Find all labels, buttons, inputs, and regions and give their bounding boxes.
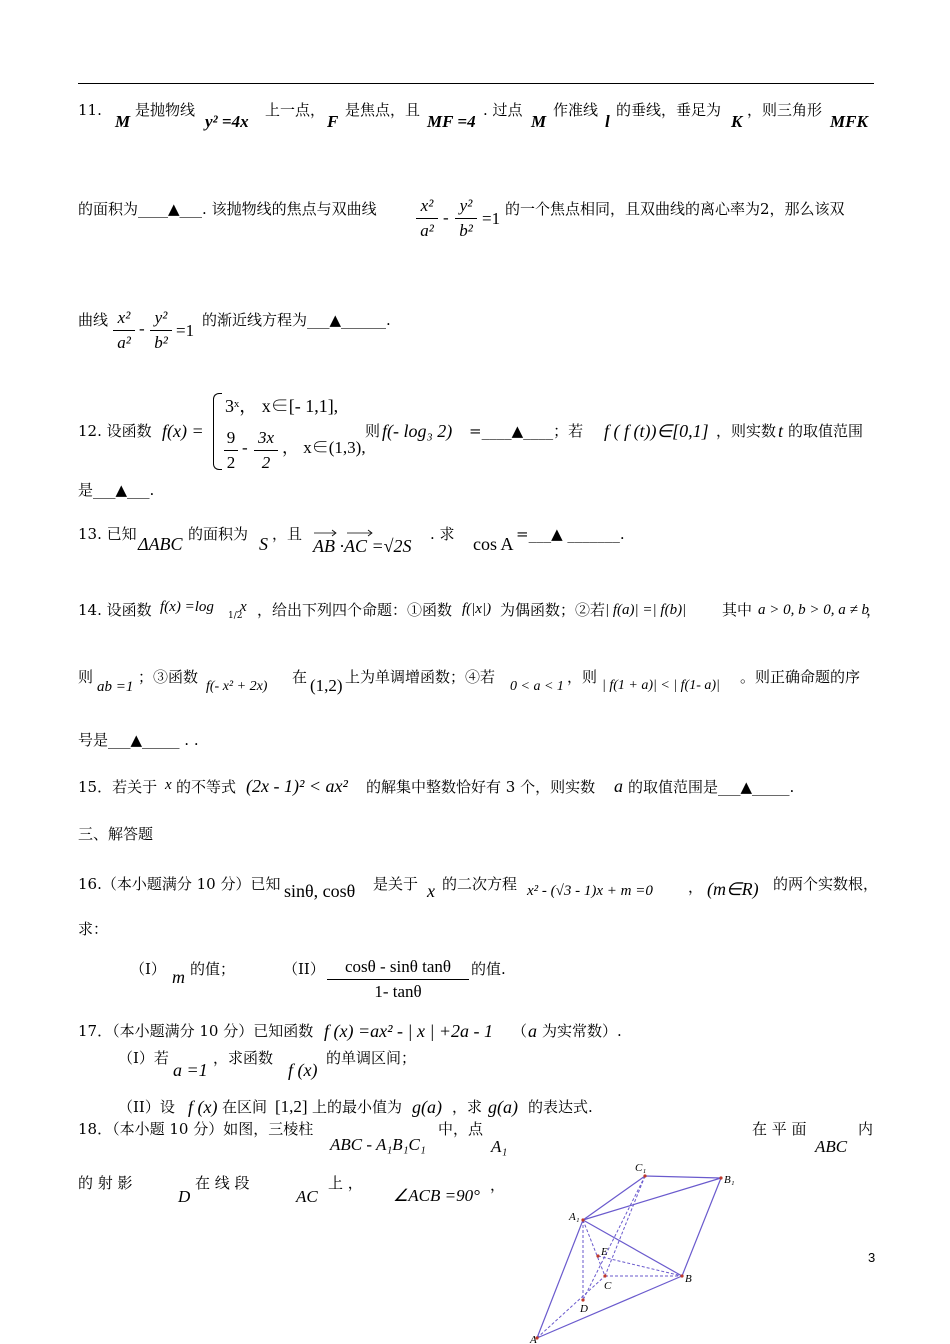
q17-text1: 17．（本小题满分 10 分）已知函数 [78, 1022, 314, 1040]
q11-F: F [327, 112, 339, 131]
q16-part1-tail: 的值； [190, 960, 236, 978]
q13-text1: 的面积为 [188, 525, 249, 543]
q16-x: x [427, 881, 435, 901]
q13-number: 13. 已知 [78, 525, 137, 543]
q17-part2b: 在区间 [222, 1098, 268, 1116]
q11-frac-y2: y² b² [150, 308, 172, 353]
q11-line2b: 的一个焦点相同，且双曲线的离心率为2，那么该双 [505, 200, 845, 218]
q13-triangle: ΔABC [138, 534, 183, 554]
q16-line2: 求： [78, 920, 109, 938]
q18-text3: 在 平 面 [752, 1120, 807, 1138]
q12-case2-tail: ， x∈(1,3), [282, 438, 366, 457]
label-A1: A₁ [569, 1211, 580, 1223]
q12-case2-minus: - [242, 438, 248, 457]
header-rule [78, 83, 874, 84]
edge-C1C [605, 1176, 645, 1276]
q11-M2: M [531, 112, 547, 131]
q11-text2: 上一点， [265, 101, 326, 119]
q14-text1: ，给出下列四个命题：①函数 [257, 601, 453, 619]
q13-text2: ，且 [272, 525, 303, 543]
q11-line3b: 的渐近线方程为___▲______. [202, 311, 391, 329]
edge-A1B1 [583, 1178, 721, 1220]
edge-A1C1 [583, 1176, 645, 1220]
q11-K: K [731, 112, 743, 131]
q12-number: 12. 设函数 [78, 422, 152, 440]
page-number: 3 [868, 1250, 876, 1265]
q14-fx: f(x) =log [160, 599, 214, 615]
q17-part2: （II）设 [118, 1098, 175, 1116]
q17-part2d: ，求 [452, 1098, 483, 1116]
label-B1: B₁ [724, 1174, 735, 1186]
label-A: A [530, 1334, 537, 1344]
q11-eq2: =1 [176, 321, 195, 340]
q16-mR: (m∈R) [707, 879, 759, 899]
q11-M: M [115, 112, 131, 131]
q14-text2: 为偶函数；②若 [500, 601, 606, 619]
q12-case1: 3ˣ， x∈[- 1,1], [225, 396, 339, 416]
q13-text3: . 求 [430, 525, 455, 543]
q14-abs-eq: | f(a)| =| f(b)| [605, 602, 687, 618]
q11-MF: MF =4 [427, 112, 476, 131]
q16-sincos: sinθ, cosθ [284, 881, 356, 901]
q17-text2: （ [512, 1022, 528, 1040]
q15-text2: 的不等式 [176, 778, 237, 796]
q17-ga: g(a) [412, 1097, 442, 1117]
q12-brace [213, 393, 222, 470]
q17-part1b: ，求函数 [213, 1049, 274, 1067]
q14-number: 14. 设函数 [78, 601, 152, 619]
q13-S: S [259, 534, 268, 554]
q14-fquad: f(- x² + 2x) [206, 679, 268, 694]
q16-text3: 的二次方程 [442, 875, 518, 893]
q12-frac-3x-2: 3x 2 [254, 428, 278, 473]
q11-text5: 作准线 [553, 101, 599, 119]
q17-a1: a =1 [173, 1060, 208, 1080]
q16-m: m [172, 967, 185, 987]
q11-text1: 是抛物线 [135, 101, 196, 119]
q12-frac-9-2: 9 2 [224, 428, 238, 473]
q17-function: f (x) =ax² - | x | +2a - 1 [324, 1021, 494, 1041]
q18-text1: 18．（本小题 10 分）如图，三棱柱 [78, 1120, 314, 1138]
label-D: D [580, 1303, 588, 1315]
q11-minus2: - [139, 319, 145, 338]
q16-text2: 是关于 [373, 875, 419, 893]
q12-line2: 是___▲___. [78, 481, 155, 499]
q11-line3a: 曲线 [78, 311, 109, 329]
edge-B1B [682, 1178, 721, 1276]
label-C1: C₁ [635, 1162, 647, 1174]
q18-text4: 内 [858, 1120, 874, 1138]
q11-l: l [605, 112, 610, 131]
q18-ABC: ABC [815, 1137, 848, 1156]
edge-EB [598, 1256, 682, 1276]
label-B: B [685, 1273, 692, 1285]
q16-fraction: cosθ - sinθ tanθ 1- tanθ [327, 957, 469, 1002]
q17-part2e: 的表达式. [528, 1098, 593, 1116]
q18-prism-figure [525, 1158, 750, 1344]
q15-text4: 的取值范围是___▲_____. [628, 778, 795, 796]
q17-fx2: f (x) [288, 1060, 318, 1080]
q14-line2e: ，则 [567, 668, 598, 686]
q11-text7: ，则三角形 [747, 101, 823, 119]
q13-cos: cos A [473, 534, 514, 554]
q12-cond: f ( f (t))∈[0,1] [604, 421, 709, 441]
q18-line2a: 的 射 影 [78, 1174, 133, 1192]
q15-text3: 的解集中整数恰好有 3 个，则实数 [366, 778, 596, 796]
q11-text3: 是焦点，且 [345, 101, 421, 119]
q18-prism: ABC - A₁B₁C₁ [330, 1135, 426, 1154]
q11-number: 11. [78, 101, 102, 119]
q14-x: x [240, 599, 247, 615]
edge-C1B1 [645, 1176, 721, 1178]
edge-A1A [537, 1220, 583, 1338]
q11-frac-x: x² a² [416, 196, 438, 241]
q17-a: a [528, 1021, 537, 1041]
q12-then: 则 [365, 422, 381, 440]
q17-text3: 为实常数）. [542, 1022, 622, 1040]
q14-interval: (1,2) [310, 676, 343, 695]
q14-ineq: | f(1 + a)| < | f(1- a)| [602, 678, 720, 693]
edge-A1B [583, 1220, 682, 1276]
q14-text3: 其中 [722, 601, 753, 619]
q14-log-base: 1/2 [228, 611, 243, 621]
label-E: E [601, 1246, 608, 1258]
q16-text1: 16.（本小题满分 10 分）已知 [78, 875, 281, 893]
q18-line2b: 在 线 段 [195, 1174, 250, 1192]
q17-fx3: f (x) [188, 1097, 218, 1117]
q18-line2c: 上 ， [328, 1174, 363, 1192]
q14-text4: ， [866, 601, 882, 619]
q16-equation: x² - (√3 - 1)x + m =0 [527, 883, 653, 899]
edge-AC [537, 1276, 605, 1338]
q17-part1: （I）若 [118, 1049, 169, 1067]
q13-blank: =___▲ _______. [516, 525, 625, 543]
q12-tail: ，则实数 [716, 422, 777, 440]
q14-line2b: ；③函数 [138, 668, 199, 686]
q14-line2a: 则 [78, 668, 94, 686]
q14-line2d: 上为单调增函数；④若 [345, 668, 496, 686]
label-C: C [604, 1280, 612, 1292]
q18-line2d: ， [490, 1176, 506, 1194]
q15-a: a [614, 776, 623, 796]
q14-f-abs: f(|x|) [462, 601, 492, 617]
q17-ga2: g(a) [488, 1097, 518, 1117]
q14-ab: ab =1 [97, 679, 134, 695]
q15-text1: 15．若关于 [78, 778, 158, 796]
q16-text4: 的两个实数根， [773, 875, 879, 893]
q18-angle: ∠ACB =90° [393, 1186, 480, 1205]
q14-cond: a > 0, b > 0, a ≠ b [758, 602, 869, 618]
q11-MFK: MFK [830, 112, 868, 131]
q16-part2: （II） [283, 960, 325, 978]
q15-inequality: (2x - 1)² < ax² [246, 776, 348, 796]
q14-line3: 号是___▲_____ . . [78, 731, 199, 749]
q15-x: x [165, 777, 172, 793]
q18-AC: AC [296, 1187, 318, 1206]
q13-vector-eq: AB ·AC =√2S [313, 536, 412, 556]
q18-text2: 中，点 [438, 1120, 484, 1138]
q16-part1: （I） [130, 960, 166, 978]
q13-vector-arrows [313, 527, 373, 537]
q11-text6: 的垂线，垂足为 [616, 101, 722, 119]
q14-line2c: 在 [292, 668, 308, 686]
q14-line2f: 。则正确命题的序 [740, 668, 861, 686]
q11-parabola: y² =4x [205, 112, 249, 131]
q12-blank: =____▲____；若 [469, 422, 584, 440]
q12-expr: f(- log₃ 2) [382, 421, 453, 441]
q11-minus: - [443, 208, 449, 227]
q12-tail2: 的取值范围 [788, 422, 864, 440]
q11-frac-y: y² b² [455, 196, 477, 241]
q17-part1c: 的单调区间； [326, 1049, 417, 1067]
q16-comma: ， [688, 878, 704, 896]
section-heading: 三、解答题 [78, 825, 154, 843]
q12-fx: f(x) = [162, 421, 204, 441]
q17-interval: [1,2] [275, 1097, 308, 1116]
q14-range: 0 < a < 1 [510, 679, 564, 694]
q18-D: D [178, 1187, 191, 1206]
q17-part2c: 上的最小值为 [312, 1098, 403, 1116]
q12-t: t [778, 421, 784, 441]
q16-part2-tail: 的值. [471, 960, 506, 978]
q11-frac-x2: x² a² [113, 308, 135, 353]
q11-eq1: =1 [482, 209, 501, 228]
q18-A1: A₁ [491, 1137, 508, 1156]
q11-line2a: 的面积为____▲___. 该抛物线的焦点与双曲线 [78, 200, 377, 218]
q11-text4: . 过点 [483, 101, 523, 119]
